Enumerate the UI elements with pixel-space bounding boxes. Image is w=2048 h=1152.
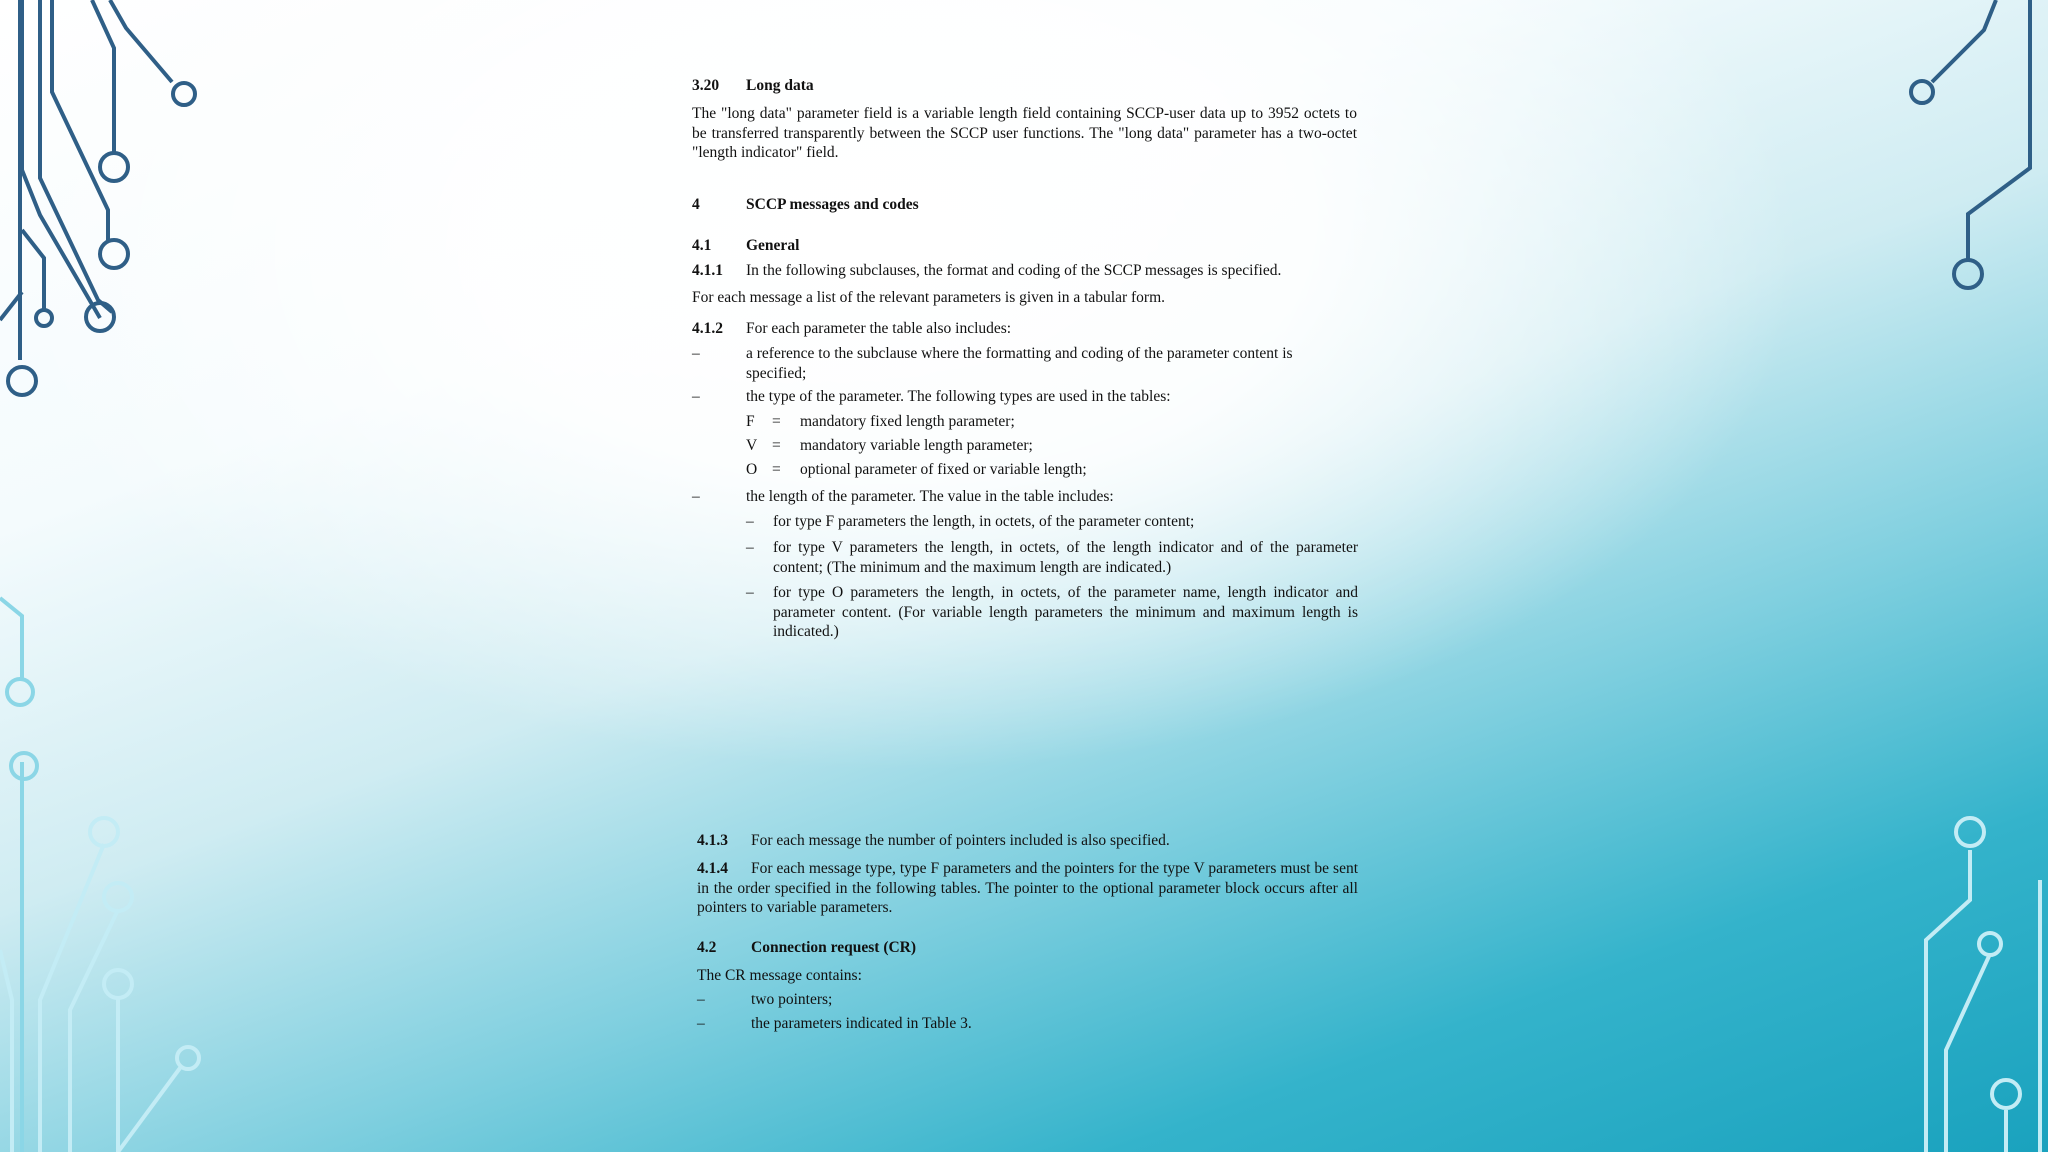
section-heading: Long data	[746, 77, 814, 94]
paragraph: For each parameter the table also includes:	[746, 320, 1012, 337]
type-description: mandatory variable length parameter;	[800, 437, 1033, 454]
list-item: the length of the parameter. The value in the table includes:	[746, 488, 1114, 505]
dash-bullet: –	[692, 345, 700, 362]
section-number: 4	[692, 196, 700, 213]
list-item: the type of the parameter. The following types are used in the tables:	[746, 388, 1171, 405]
dash-bullet: –	[697, 1015, 705, 1032]
paragraph: The "long data" parameter field is a variable length field containing SCCP-user data up to 3952 octets to be transferred transparently between the SCCP user functions. The "long data" parameter has a two-octet "length indicator" field.	[692, 105, 1357, 161]
section-number: 3.20	[692, 77, 720, 94]
type-equals: =	[772, 461, 781, 478]
paragraph: The CR message contains:	[697, 967, 862, 984]
type-code: V	[746, 437, 758, 454]
paragraph: For each message the number of pointers included is also specified.	[751, 832, 1170, 849]
section-heading: Connection request (CR)	[751, 939, 917, 956]
dash-bullet: –	[692, 388, 700, 405]
dash-bullet: –	[746, 539, 754, 556]
type-code: O	[746, 461, 758, 478]
list-item: for type F parameters the length, in octets, of the parameter content;	[773, 513, 1195, 530]
section-number: 4.2	[697, 939, 717, 956]
type-code: F	[746, 413, 755, 430]
section-number: 4.1.3	[697, 832, 728, 849]
dash-bullet: –	[746, 584, 754, 601]
section-number: 4.1.1	[692, 262, 723, 279]
list-item: the parameters indicated in Table 3.	[751, 1015, 972, 1032]
dash-bullet: –	[692, 488, 700, 505]
type-description: mandatory fixed length parameter;	[800, 413, 1015, 430]
dash-bullet: –	[746, 513, 754, 530]
section-heading: General	[746, 237, 800, 254]
section-number: 4.1	[692, 237, 712, 254]
type-equals: =	[772, 437, 781, 454]
type-description: optional parameter of fixed or variable length;	[800, 461, 1087, 478]
type-equals: =	[772, 413, 781, 430]
list-item: two pointers;	[751, 991, 833, 1008]
paragraph: For each message type, type F parameters and the pointers for the type V parameters must be sent in the order specified in the following tables. The pointer to the optional parameter block occurs after all pointers to variable parameters.	[697, 860, 1358, 916]
list-item: for type V parameters the length, in octets, of the length indicator and of the parameter content; (The minimum and the maximum length are indicated.)	[773, 539, 1358, 576]
paragraph: In the following subclauses, the format and coding of the SCCP messages is specified.	[746, 262, 1282, 279]
section-number: 4.1.2	[692, 320, 723, 337]
paragraph: For each message a list of the relevant parameters is given in a tabular form.	[692, 289, 1166, 306]
list-item: a reference to the subclause where the formatting and coding of the parameter content is specified;	[746, 345, 1293, 382]
dash-bullet: –	[697, 991, 705, 1008]
section-number: 4.1.4	[697, 860, 728, 877]
list-item: for type O parameters the length, in octets, of the parameter name, length indicator and parameter content. (For variable length parameters the minimum and maximum length is indicated.)	[773, 584, 1358, 640]
section-heading: SCCP messages and codes	[746, 196, 919, 213]
